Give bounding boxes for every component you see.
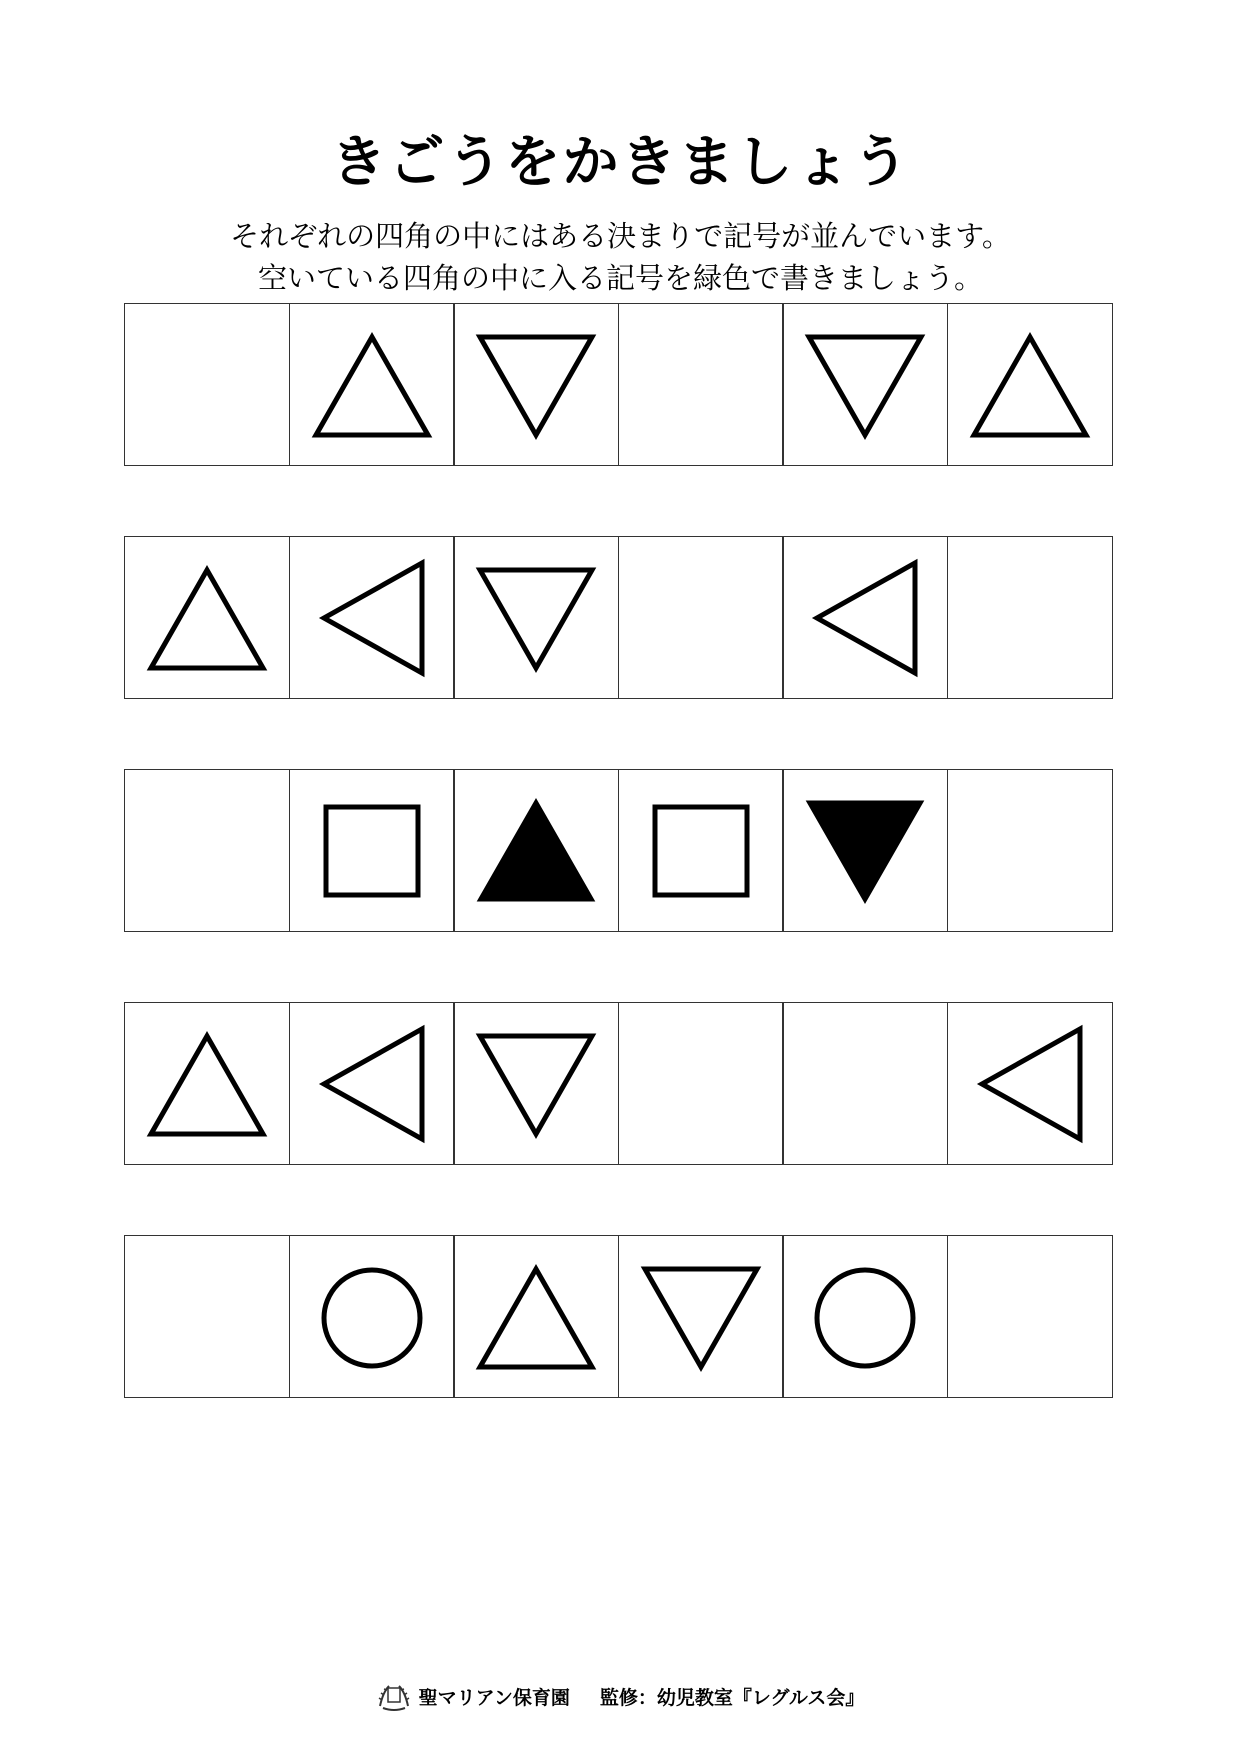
symbol-cell	[782, 536, 948, 699]
empty-answer-cell[interactable]	[947, 1235, 1113, 1398]
empty-answer-cell[interactable]	[124, 1235, 290, 1398]
puzzle-row	[124, 769, 1120, 932]
puzzle-row	[124, 1002, 1120, 1165]
symbol-cell	[124, 536, 290, 699]
instruction-line-1: それぞれの四角の中にはある決まりで記号が並んでいます。	[230, 219, 1011, 253]
square-icon	[302, 781, 442, 921]
symbol-cell	[289, 303, 455, 466]
triangle-left-icon	[795, 548, 935, 688]
puzzle-row	[124, 303, 1120, 466]
symbol-cell	[289, 1002, 455, 1165]
empty-answer-cell[interactable]	[947, 536, 1113, 699]
triangle-up-icon	[466, 1247, 606, 1387]
school-crest-logo	[377, 1680, 411, 1712]
triangle-left-icon	[960, 1014, 1100, 1154]
symbol-cell	[453, 1002, 619, 1165]
triangle-up-icon	[137, 1014, 277, 1154]
empty-answer-cell[interactable]	[618, 1002, 784, 1165]
symbol-cell	[453, 1235, 619, 1398]
symbol-cell	[289, 1235, 455, 1398]
triangle-down-filled-icon	[795, 781, 935, 921]
worksheet-title: きごうをかきましょう	[330, 130, 911, 195]
triangle-down-icon	[466, 315, 606, 455]
puzzle-row	[124, 536, 1120, 699]
empty-answer-cell[interactable]	[124, 769, 290, 932]
symbol-cell	[453, 769, 619, 932]
symbol-cell	[782, 1235, 948, 1398]
symbol-cell	[453, 536, 619, 699]
empty-answer-cell[interactable]	[124, 303, 290, 466]
triangle-left-icon	[302, 548, 442, 688]
symbol-cell	[947, 1002, 1113, 1165]
triangle-down-icon	[466, 548, 606, 688]
instruction-line-2: 空いている四角の中に入る記号を緑色で書きましょう。	[257, 261, 983, 295]
triangle-up-filled-icon	[466, 781, 606, 921]
circle-icon	[302, 1247, 442, 1387]
supervision-credit: 監修：幼児教室『レグルス会』	[599, 1686, 865, 1709]
symbol-cell	[453, 303, 619, 466]
triangle-left-icon	[302, 1014, 442, 1154]
empty-answer-cell[interactable]	[618, 303, 784, 466]
symbol-cell	[289, 536, 455, 699]
symbol-cell	[289, 769, 455, 932]
empty-answer-cell[interactable]	[618, 536, 784, 699]
triangle-down-icon	[466, 1014, 606, 1154]
empty-answer-cell[interactable]	[782, 1002, 948, 1165]
symbol-cell	[782, 303, 948, 466]
footer	[0, 1680, 1241, 1712]
symbol-cell	[124, 1002, 290, 1165]
symbol-cell	[618, 1235, 784, 1398]
square-icon	[631, 781, 771, 921]
symbol-cell	[618, 769, 784, 932]
symbol-cell	[782, 769, 948, 932]
triangle-up-icon	[137, 548, 277, 688]
school-name: 聖マリアン保育園	[418, 1686, 570, 1709]
triangle-down-icon	[795, 315, 935, 455]
puzzle-row	[124, 1235, 1120, 1398]
triangle-down-icon	[631, 1247, 771, 1387]
circle-icon	[795, 1247, 935, 1387]
triangle-up-icon	[302, 315, 442, 455]
empty-answer-cell[interactable]	[947, 769, 1113, 932]
symbol-cell	[947, 303, 1113, 466]
triangle-up-icon	[960, 315, 1100, 455]
